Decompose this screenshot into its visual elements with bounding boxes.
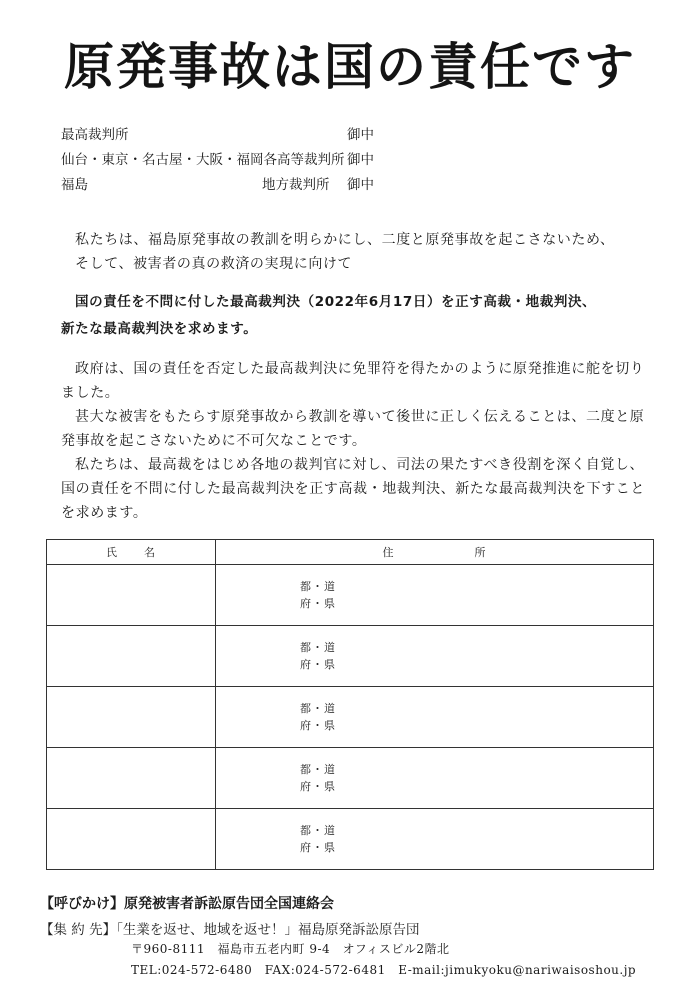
addressee-supreme-court: 最高裁判所 <box>61 127 129 143</box>
table-row <box>47 748 654 809</box>
addressee-suffix: 御中 <box>347 127 374 143</box>
address-cell[interactable] <box>216 626 654 687</box>
collect-label: 【集 約 先】 <box>40 922 117 938</box>
contact-info: TEL:024-572-6480 FAX:024-572-6481 E-mail:jimukyoku@nariwaisoshou.jp <box>131 963 637 977</box>
addressee-suffix: 御中 <box>347 177 374 193</box>
table-row <box>47 809 654 870</box>
demand-line: 新たな最高裁判決を求めます。 <box>61 321 258 337</box>
prefecture-label: 都・道 府・県 <box>300 824 336 854</box>
prefecture-label: 都・道 府・県 <box>300 702 336 732</box>
caller-label: 【呼びかけ】 <box>40 896 124 912</box>
address-column-header: 住 所 <box>216 540 654 565</box>
prefecture-label: 都・道 府・県 <box>300 641 336 671</box>
collect-name: 「生業を返せ、地域を返せ！」福島原発訴訟原告団 <box>116 922 420 938</box>
caller-line <box>40 893 334 913</box>
table-header-row <box>47 540 654 565</box>
demand-line: 国の責任を不問に付した最高裁判決（2022年6月17日）を正す高裁・地裁判決、 <box>75 294 597 310</box>
name-column-header: 氏 名 <box>47 540 216 565</box>
addressee-fukushima: 福島 <box>61 177 88 193</box>
address-cell[interactable] <box>216 809 654 870</box>
demand-statement <box>61 289 661 343</box>
table-row <box>47 687 654 748</box>
addressee-high-courts: 仙台・東京・名古屋・大阪・福岡各高等裁判所 <box>61 152 345 168</box>
name-cell[interactable] <box>47 626 216 687</box>
addressee-district-court: 地方裁判所 <box>262 177 330 193</box>
caller-name: 原発被害者訴訟原告団全国連絡会 <box>124 896 334 912</box>
name-cell[interactable] <box>47 565 216 626</box>
signature-table <box>46 539 654 870</box>
body-paragraph: 政府は、国の責任を否定した最高裁判決に免罪符を得たかのように原発推進に舵を切りました。 <box>61 361 645 401</box>
body-paragraph: 私たちは、最高裁をはじめ各地の裁判官に対し、司法の果たすべき役割を深く自覚し、国の責任を不問に付した最高裁判決を正す高裁・地裁判決、新たな最高裁判決を下すことを求めます。 <box>61 457 645 521</box>
addressee-suffix: 御中 <box>347 152 374 168</box>
table-row <box>47 565 654 626</box>
table-row <box>47 626 654 687</box>
intro-line: 私たちは、福島原発事故の教訓を明らかにし、二度と原発事故を起こさないため、 <box>75 232 615 248</box>
name-cell[interactable] <box>47 809 216 870</box>
address-cell[interactable] <box>216 565 654 626</box>
body-paragraph: 甚大な被害をもたらす原発事故から教訓を導いて後世に正しく伝えることは、二度と原発事故を起こさないために不可欠なことです。 <box>61 409 645 449</box>
prefecture-label: 都・道 府・県 <box>300 580 336 610</box>
name-cell[interactable] <box>47 748 216 809</box>
name-cell[interactable] <box>47 687 216 748</box>
intro-line: そして、被害者の真の救済の実現に向けて <box>75 256 353 272</box>
body-paragraphs <box>61 357 651 525</box>
address-cell[interactable] <box>216 687 654 748</box>
address-cell[interactable] <box>216 748 654 809</box>
intro-paragraph <box>61 228 651 276</box>
postal-address: 〒960-8111 福島市五老内町 9-4 オフィスビル2階北 <box>131 942 450 956</box>
prefecture-label: 都・道 府・県 <box>300 763 336 793</box>
collect-line <box>40 918 419 938</box>
page-title: 原発事故は国の責任です <box>64 38 636 96</box>
